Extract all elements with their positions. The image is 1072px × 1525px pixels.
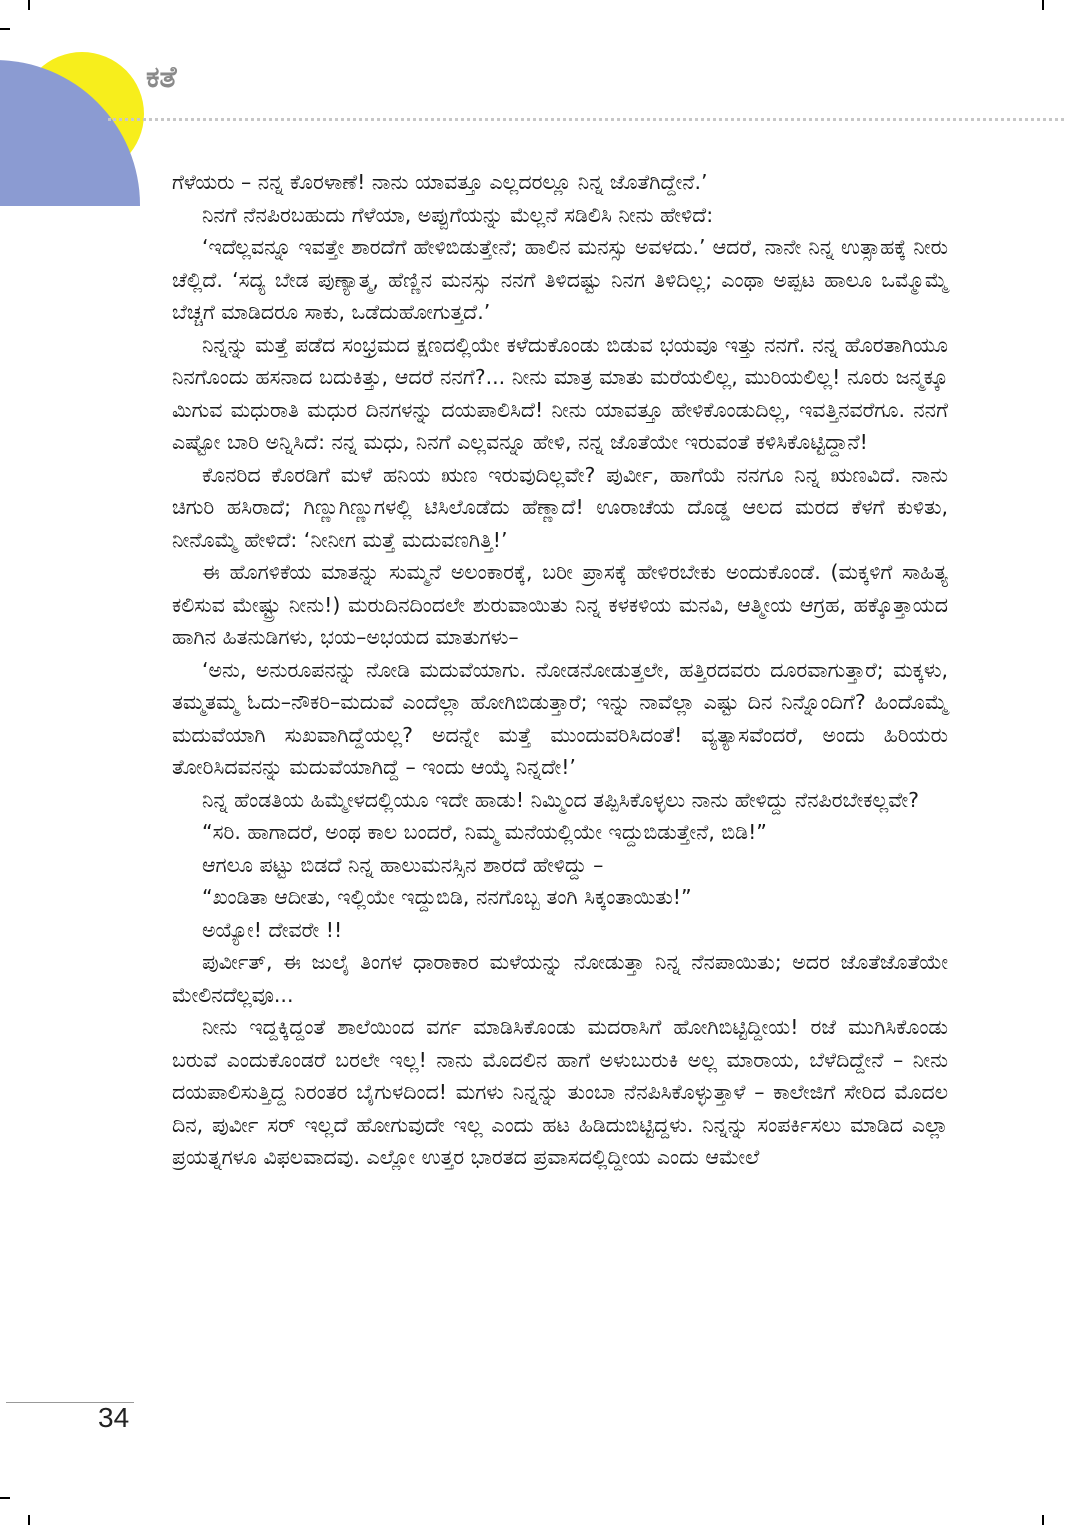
paragraph: ನಿನ್ನನ್ನು ಮತ್ತೆ ಪಡೆದ ಸಂಭ್ರಮದ ಕ್ಷಣದಲ್ಲಿಯೇ ಕಳೆದುಕೊಂಡು ಬಿಡುವ ಭಯವೂ ಇತ್ತು ನನಗೆ. ನನ್ನ ಹೊರತಾಗಿಯೂ ನಿನಗೊಂದು ಹಸನಾದ ಬದುಕಿತ್ತು, ಆದರೆ ನನಗೆ?... ನೀನು ಮಾತ್ರ ಮಾತು ಮರೆಯಲಿಲ್ಲ, ಮುರಿಯಲಿಲ್ಲ! ನೂರು ಜನ್ಮಕ್ಕೂ ಮಿಗುವ ಮಧುರಾತಿ ಮಧುರ ದಿನಗಳನ್ನು ದಯಪಾಲಿಸಿದೆ! ನೀನು ಯಾವತ್ತೂ ಹೇಳಿಕೊಂಡುದಿಲ್ಲ, ಇವತ್ತಿನವರೆಗೂ. ನನಗೆ ಎಷ್ಟೋ ಬಾರಿ ಅನ್ನಿಸಿದೆ: ನನ್ನ ಮಧು, ನಿನಗೆ ಎಲ್ಲವನ್ನೂ ಹೇಳಿ, ನನ್ನ ಜೊತೆಯೇ ಇರುವಂತೆ ಕಳಿಸಿಕೊಟ್ಟಿದ್ದಾನೆ! <box>172 332 948 454</box>
header-decoration <box>0 52 150 206</box>
section-title: ಕತೆ <box>146 60 177 95</box>
paragraph: ಪುರ್ವೀತ್, ಈ ಜುಲೈ ತಿಂಗಳ ಧಾರಾಕಾರ ಮಳೆಯನ್ನು ನೋಡುತ್ತಾ ನಿನ್ನ ನೆನಪಾಯಿತು; ಅದರ ಜೊತೆಜೊತೆಯೇ ಮೇಲಿನದೆಲ್ಲವೂ... <box>172 950 948 1007</box>
paragraph: ಅಯ್ಯೋ! ದೇವರೇ !! <box>202 917 343 942</box>
paragraph: ನೀನು ಇದ್ದಕ್ಕಿದ್ದಂತೆ ಶಾಲೆಯಿಂದ ವರ್ಗ ಮಾಡಿಸಿಕೊಂಡು ಮದರಾಸಿಗೆ ಹೋಗಿಬಿಟ್ಟಿದ್ದೀಯ! ರಜೆ ಮುಗಿಸಿಕೊಂಡು ಬರುವೆ ಎಂದುಕೊಂಡರೆ ಬರಲೇ ಇಲ್ಲ! ನಾನು ಮೊದಲಿನ ಹಾಗೆ ಅಳುಬುರುಕಿ ಅಲ್ಲ ಮಾರಾಯ, ಬೆಳೆದಿದ್ದೇನೆ – ನೀನು ದಯಪಾಲಿಸುತ್ತಿದ್ದ ನಿರಂತರ ಬೈಗುಳದಿಂದ! ಮಗಳು ನಿನ್ನನ್ನು ತುಂಬಾ ನೆನಪಿಸಿಕೊಳ್ಳುತ್ತಾಳೆ – ಕಾಲೇಜಿಗೆ ಸೇರಿದ ಮೊದಲ ದಿನ, ಪುರ್ವೀ ಸರ್ ಇಲ್ಲದೆ ಹೋಗುವುದೇ ಇಲ್ಲ ಎಂದು ಹಟ ಹಿಡಿದುಬಿಟ್ಟಿದ್ದಳು. ನಿನ್ನನ್ನು ಸಂಪರ್ಕಿಸಲು ಮಾಡಿದ ಎಲ್ಲಾ ಪ್ರಯತ್ನಗಳೂ ವಿಫಲವಾದವು. ಎಲ್ಲೋ ಉತ್ತರ ಭಾರತದ ಪ್ರವಾಸದಲ್ಲಿದ್ದೀಯ ಎಂದು ಆಮೇಲೆ <box>172 1015 948 1169</box>
paragraph: ನಿನಗೆ ನೆನಪಿರಬಹುದು ಗೆಳೆಯಾ, ಅಪ್ಪುಗೆಯನ್ನು ಮೆಲ್ಲನೆ ಸಡಿಲಿಸಿ ನೀನು ಹೇಳಿದೆ: <box>202 202 714 227</box>
crop-mark-bottom-left <box>28 1515 30 1525</box>
paragraph: ಈ ಹೊಗಳಿಕೆಯ ಮಾತನ್ನು ಸುಮ್ಮನೆ ಅಲಂಕಾರಕ್ಕೆ, ಬರೀ ಪ್ರಾಸಕ್ಕೆ ಹೇಳಿರಬೇಕು ಅಂದುಕೊಂಡೆ. (ಮಕ್ಕಳಿಗೆ ಸಾಹಿತ್ಯ ಕಲಿಸುವ ಮೇಷ್ಟ್ರು ನೀನು!) ಮರುದಿನದಿಂದಲೇ ಶುರುವಾಯಿತು ನಿನ್ನ ಕಳಕಳಿಯ ಮನವಿ, ಆತ್ಮೀಯ ಆಗ್ರಹ, ಹಕ್ಕೊತ್ತಾಯದ ಹಾಗಿನ ಹಿತನುಡಿಗಳು, ಭಯ–ಅಭಯದ ಮಾತುಗಳು– <box>172 560 948 649</box>
crop-mark-left-lower <box>0 1497 10 1499</box>
story-body <box>172 166 948 1174</box>
paragraph: “ಸರಿ. ಹಾಗಾದರೆ, ಅಂಥ ಕಾಲ ಬಂದರೆ, ನಿಮ್ಮ ಮನೆಯಲ್ಲಿಯೇ ಇದ್ದುಬಿಡುತ್ತೇನೆ, ಬಿಡಿ!” <box>202 820 767 844</box>
paragraph: ‘ಅನು, ಅನುರೂಪನನ್ನು ನೋಡಿ ಮದುವೆಯಾಗು. ನೋಡನೋಡುತ್ತಲೇ, ಹತ್ತಿರದವರು ದೂರವಾಗುತ್ತಾರೆ; ಮಕ್ಕಳು, ತಮ್ಮತಮ್ಮ ಓದು–ನೌಕರಿ–ಮದುವೆ ಎಂದೆಲ್ಲಾ ಹೋಗಿಬಿಡುತ್ತಾರೆ; ಇನ್ನು ನಾವೆಲ್ಲಾ ಎಷ್ಟು ದಿನ ನಿನ್ನೊಂದಿಗೆ? ಹಿಂದೊಮ್ಮೆ ಮದುವೆಯಾಗಿ ಸುಖವಾಗಿದ್ದೆಯಲ್ಲ? ಅದನ್ನೇ ಮತ್ತೆ ಮುಂದುವರಿಸಿದಂತೆ! ವ್ಯತ್ಯಾಸವೆಂದರೆ, ಅಂದು ಹಿರಿಯರು ತೋರಿಸಿದವನನ್ನು ಮದುವೆಯಾಗಿದ್ದೆ – ಇಂದು ಆಯ್ಕೆ ನಿನ್ನದೇ!’ <box>172 657 948 779</box>
paragraph: ಆಗಲೂ ಪಟ್ಟು ಬಿಡದೆ ನಿನ್ನ ಹಾಲುಮನಸ್ಸಿನ ಶಾರದೆ ಹೇಳಿದ್ದು – <box>202 852 604 877</box>
paragraph: “ಖಂಡಿತಾ ಆದೀತು, ಇಲ್ಲಿಯೇ ಇದ್ದುಬಿಡಿ, ನನಗೊಬ್ಬ ತಂಗಿ ಸಿಕ್ಕಂತಾಯಿತು!” <box>202 885 692 909</box>
paragraph: ನಿನ್ನ ಹೆಂಡತಿಯ ಹಿಮ್ಮೇಳದಲ್ಲಿಯೂ ಇದೇ ಹಾಡು! ನಿಮ್ಮಿಂದ ತಪ್ಪಿಸಿಕೊಳ್ಳಲು ನಾನು ಹೇಳಿದ್ದು ನೆನಪಿರಬೇಕಲ್ಲವೇ? <box>202 787 919 812</box>
page-number: 34 <box>98 1402 130 1433</box>
paragraph: ಗೆಳೆಯರು – ನನ್ನ ಕೊರಳಾಣೆ! ನಾನು ಯಾವತ್ತೂ ಎಲ್ಲದರಲ್ಲೂ ನಿನ್ನ ಜೊತೆಗಿದ್ದೇನೆ.’ <box>172 170 708 194</box>
header-dotted-rule <box>108 118 1064 121</box>
paragraph: ಕೊನರಿದ ಕೊರಡಿಗೆ ಮಳೆ ಹನಿಯ ಋಣ ಇರುವುದಿಲ್ಲವೇ? ಪುರ್ವೀ, ಹಾಗೆಯೆ ನನಗೂ ನಿನ್ನ ಋಣವಿದೆ. ನಾನು ಚಿಗುರಿ ಹಸಿರಾದೆ; ಗಿಣ್ಣುಗಿಣ್ಣುಗಳಲ್ಲಿ ಟಿಸಿಲೊಡೆದು ಹೆಣ್ಣಾದೆ! ಊರಾಚೆಯ ದೊಡ್ಡ ಆಲದ ಮರದ ಕೆಳಗೆ ಕುಳಿತು, ನೀನೊಮ್ಮೆ ಹೇಳಿದೆ: ‘ನೀನೀಗ ಮತ್ತೆ ಮದುವಣಗಿತ್ತಿ!’ <box>172 462 948 552</box>
crop-mark-top-left <box>28 0 30 10</box>
crop-mark-bottom-right <box>1042 1515 1044 1525</box>
crop-mark-top-right <box>1042 0 1044 10</box>
crop-mark-left-upper <box>0 28 10 30</box>
paragraph: ‘ಇದೆಲ್ಲವನ್ನೂ ಇವತ್ತೇ ಶಾರದೆಗೆ ಹೇಳಿಬಿಡುತ್ತೇನೆ; ಹಾಲಿನ ಮನಸ್ಸು ಅವಳದು.’ ಆದರೆ, ನಾನೇ ನಿನ್ನ ಉತ್ಸಾಹಕ್ಕೆ ನೀರು ಚೆಲ್ಲಿದೆ. ‘ಸದ್ಯ ಬೇಡ ಪುಣ್ಯಾತ್ಮ, ಹೆಣ್ಣಿನ ಮನಸ್ಸು ನನಗೆ ತಿಳಿದಷ್ಟು ನಿನಗ ತಿಳಿದಿಲ್ಲ; ಎಂಥಾ ಅಪ್ಪಟ ಹಾಲೂ ಒಮ್ಮೊಮ್ಮೆ ಬೆಚ್ಚಗೆ ಮಾಡಿದರೂ ಸಾಕು, ಒಡೆದುಹೋಗುತ್ತದೆ.’ <box>172 235 948 324</box>
